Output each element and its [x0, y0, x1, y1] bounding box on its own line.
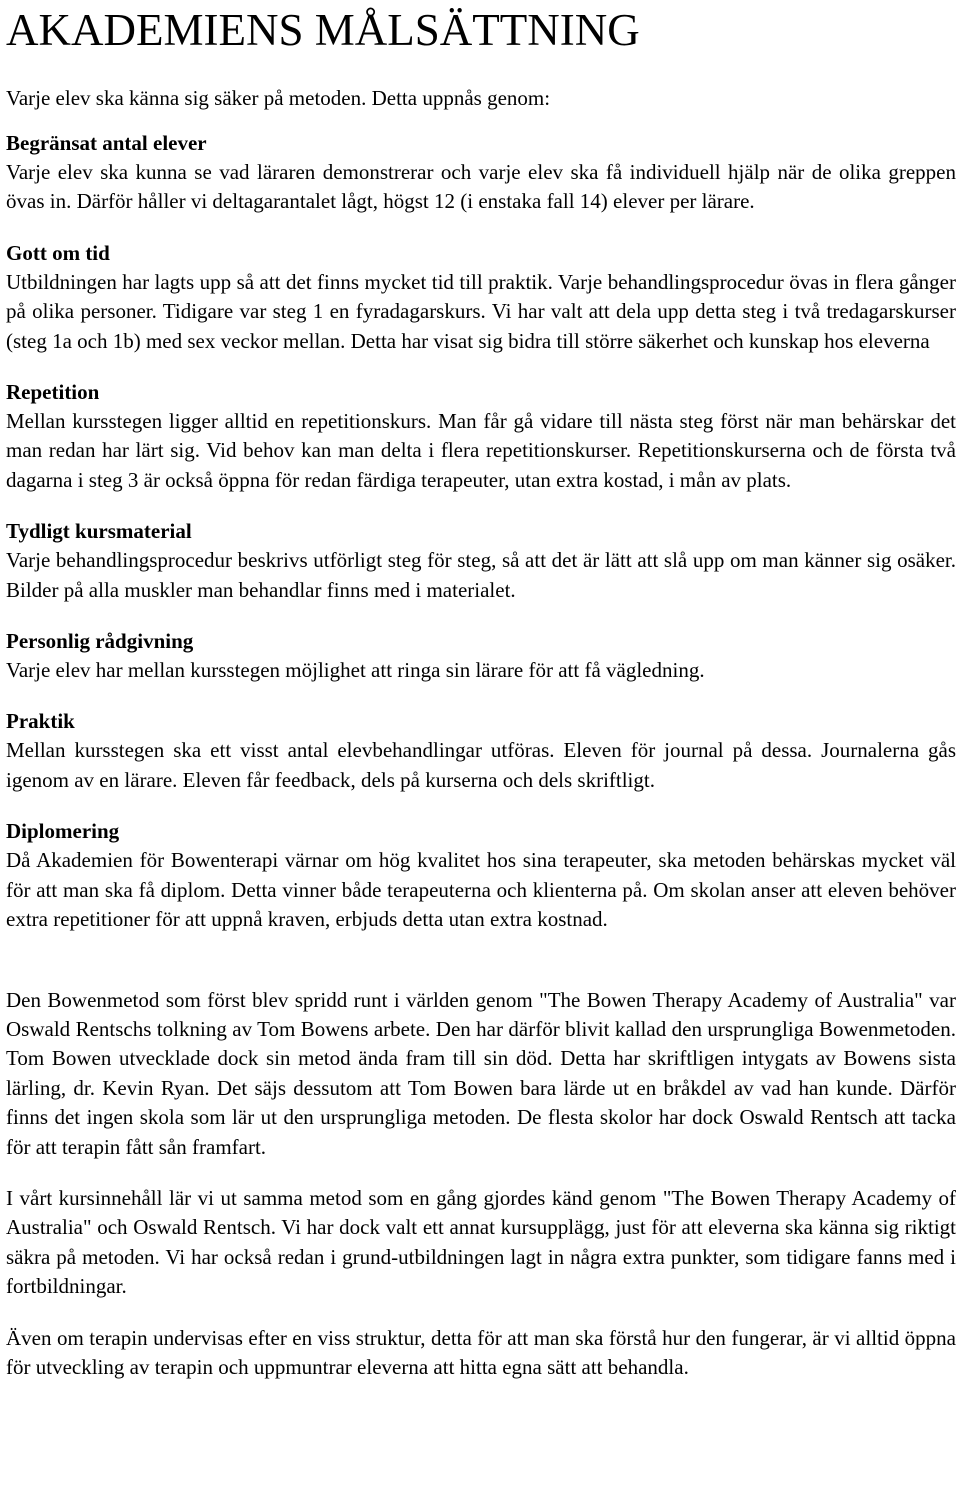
section-heading: Diplomering: [6, 819, 120, 844]
section-body: Varje behandlingsprocedur beskrivs utförligt steg för steg, så att det är lätt att slå upp om man känner sig osäker. Bilder på alla muskler man behandlar finns med i materialet.: [6, 548, 956, 602]
section-body: Varje elev ska kunna se vad läraren demonstrerar och varje elev ska få individuell hjälp när de olika greppen övas in. Därför håller vi deltagarantalet lågt, högst 12 (i enstaka fall 14) elever per lärare.: [6, 160, 956, 214]
intro-text: Varje elev ska känna sig säker på metoden. Detta uppnås genom:: [6, 86, 551, 110]
section-praktik: [6, 707, 956, 795]
section-body: Mellan kursstegen ligger alltid en repetitionskurs. Man får gå vidare till nästa steg först när man behärskar det man redan har lärt sig. Vid behov kan man delta i flera repetitionskurser. Repetitionskurserna och de första två dagarna i steg 3 är också öppna för redan färdiga terapeuter, utan extra kostad, i mån av plats.: [6, 409, 956, 492]
section-heading: Begränsat antal elever: [6, 131, 207, 155]
section-heading: Praktik: [6, 709, 75, 734]
section-heading: Tydligt kursmaterial: [6, 519, 192, 544]
document-page: [6, 0, 956, 1382]
paragraph-bowenmetod-historia: Den Bowenmetod som först blev spridd runt i världen genom "The Bowen Therapy Academy of Australia" var Oswald Rentschs tolkning av Tom Bowens arbete. Den har därför blivit kallad den ursprungliga Bowenmetoden. Tom Bowen utvecklade dock sin metod ända fram till sin död. Detta har skriftligen intygats av Bowens sista lärling, dr. Kevin Ryan. Det säjs dessutom att Tom Bowen bara lärde ut en bråkdel av vad han kunde. Därför finns det ingen skola som lär ut den ursprungliga metoden. De flesta skolor har dock Oswald Rentsch att tacka för att terapin fått sån framfart.: [6, 987, 956, 1159]
page-title: AKADEMIENS MÅLSÄTTNING: [6, 5, 640, 55]
section-heading: Gott om tid: [6, 240, 110, 265]
section-gott-om-tid: [6, 239, 956, 356]
section-heading: Repetition: [6, 380, 100, 405]
section-body: Varje elev har mellan kursstegen möjlighet att ringa sin lärare för att få vägledning.: [6, 658, 705, 683]
section-repetition: [6, 378, 956, 495]
section-heading: Personlig rådgivning: [6, 629, 194, 654]
section-body: Då Akademien för Bowenterapi värnar om hög kvalitet hos sina terapeuter, ska metoden behärskas mycket väl för att man ska få diplom. Detta vinner både terapeuterna och klienterna på. Om skolan anser att eleven behöver extra repetitioner för att uppnå kraven, erbjuds detta utan extra kostnad.: [6, 848, 956, 932]
paragraph-kursinnehall: I vårt kursinnehåll lär vi ut samma metod som en gång gjordes känd genom "The Bowen Therapy Academy of Australia" och Oswald Rentsch. Vi har dock valt ett annat kursupplägg, just för att eleverna ska känna sig riktigt säkra på metoden. Vi har också redan i grund-utbildningen lagt in några extra punkter, som tidigare fanns med i fortbildningar.: [6, 1185, 956, 1299]
section-body: Utbildningen har lagts upp så att det finns mycket tid till praktik. Varje behandlingsprocedur övas in flera gånger på olika personer. Tidigare var steg 1 en fyradagarskurs. Vi har valt att dela upp detta steg i två tredagarskurser (steg 1a och 1b) med sex veckor mellan. Detta har visat sig bidra till större säkerhet och kunskap hos eleverna: [6, 269, 956, 353]
section-begransat-antal-elever: [6, 129, 956, 217]
paragraph-utveckling: Även om terapin undervisas efter en viss struktur, detta för att man ska förstå hur den fungerar, är vi alltid öppna för utveckling av terapin och uppmuntrar eleverna att hitta egna sätt att behandla.: [6, 1325, 956, 1379]
section-tydligt-kursmaterial: [6, 517, 956, 605]
section-personlig-radgivning: [6, 627, 956, 685]
section-body: Mellan kursstegen ska ett visst antal elevbehandlingar utföras. Eleven för journal på dessa. Journalerna gås igenom av en lärare. Eleven får feedback, dels på kurserna och dels skriftligt.: [6, 738, 956, 792]
section-diplomering: [6, 817, 956, 934]
